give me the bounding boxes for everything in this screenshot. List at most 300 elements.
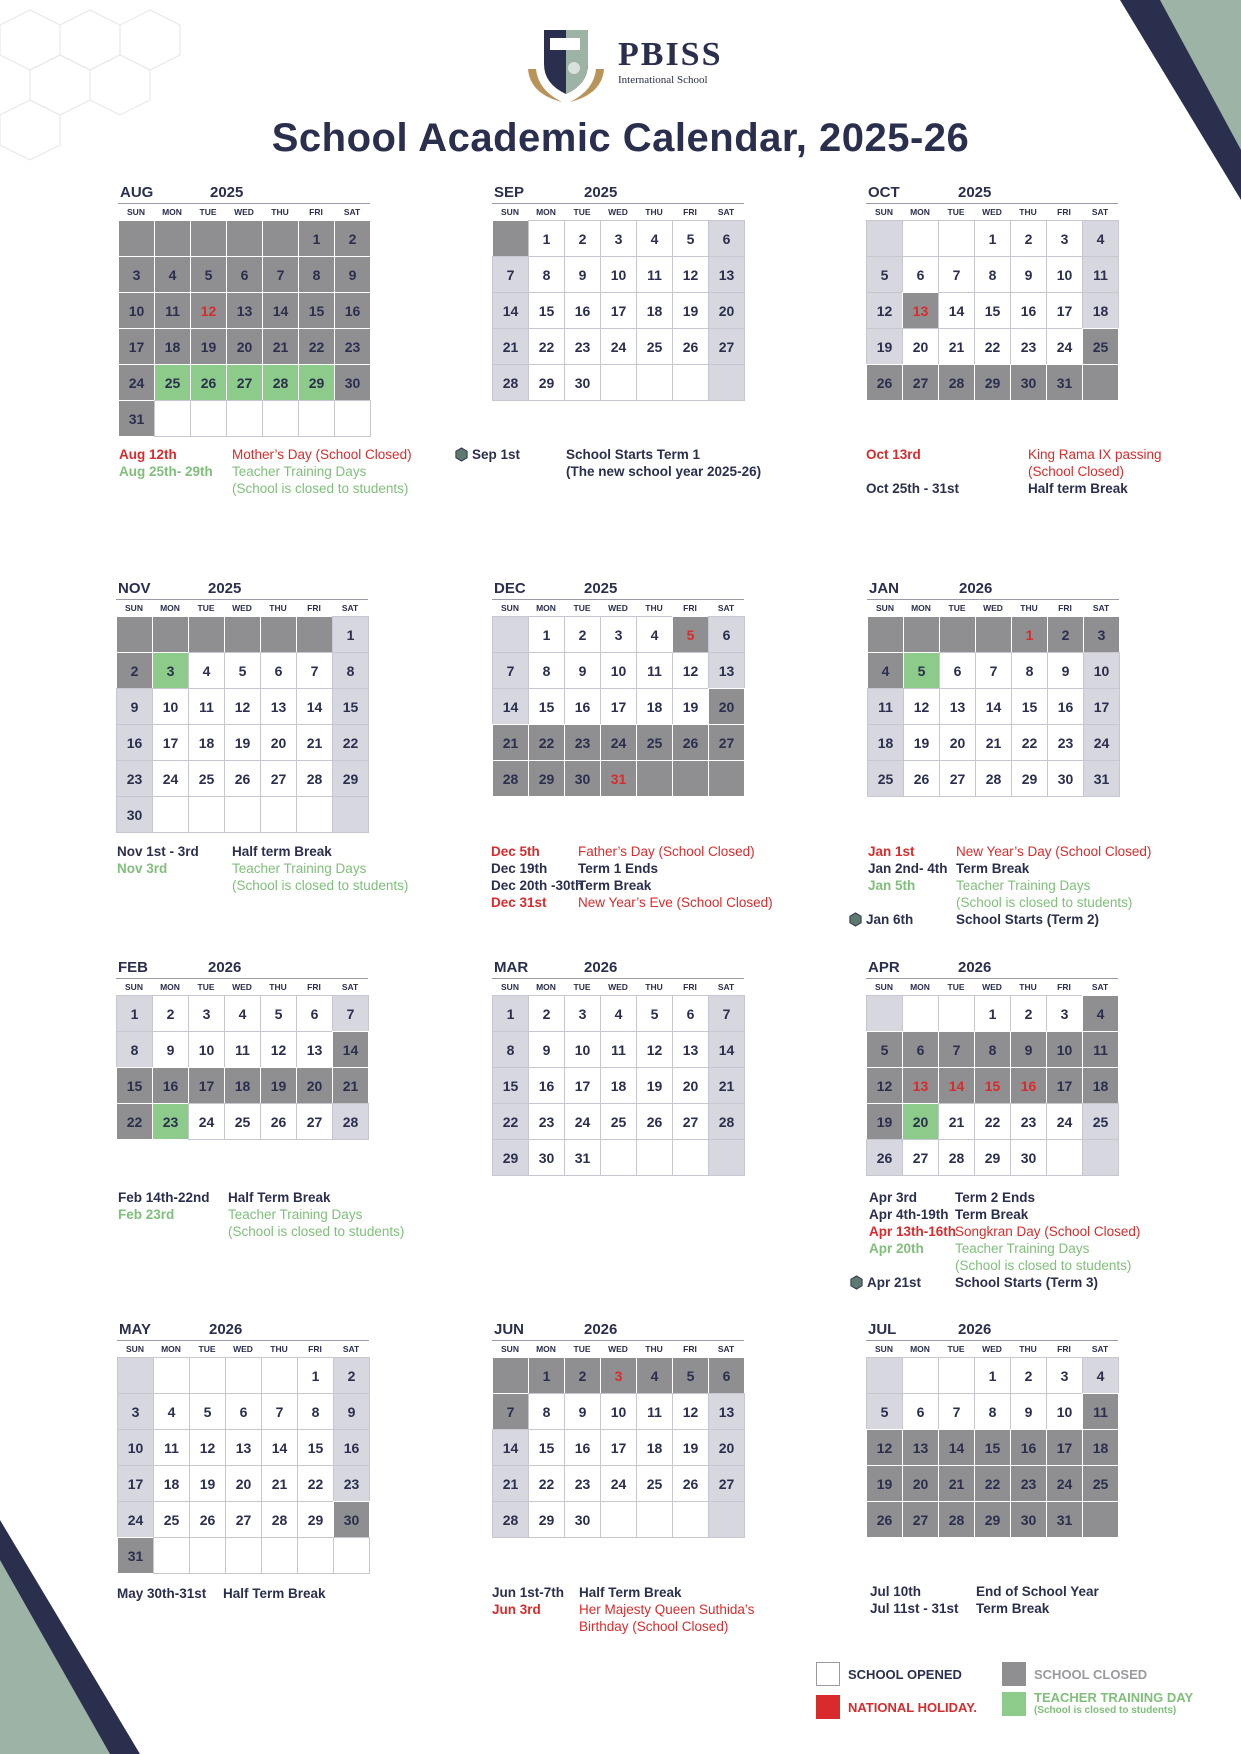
empty-day-cell xyxy=(938,995,975,1032)
day-cell: 12 xyxy=(903,688,940,725)
day-cell: 22 xyxy=(528,328,565,365)
day-cell: 17 xyxy=(600,292,637,329)
day-cell: 17 xyxy=(188,1067,225,1104)
day-cell: 2 xyxy=(564,616,601,653)
day-cell: 4 xyxy=(1082,220,1119,257)
day-cell: 28 xyxy=(708,1103,745,1140)
day-cell: 5 xyxy=(866,1393,903,1430)
day-cell: 24 xyxy=(600,1465,637,1502)
day-cell: 18 xyxy=(636,688,673,725)
empty-day-cell xyxy=(224,616,261,653)
day-cell: 24 xyxy=(152,760,189,797)
legend-closed xyxy=(1002,1662,1147,1686)
day-cell: 2 xyxy=(116,652,153,689)
day-cell: 29 xyxy=(528,364,565,401)
day-cell: 28 xyxy=(492,760,529,797)
day-cell: 27 xyxy=(902,1501,939,1538)
note-date: May 30th-31st xyxy=(117,1586,207,1601)
legend-opened xyxy=(816,1662,962,1686)
weekday-label: FRI xyxy=(307,603,321,613)
note-text: Half term Break xyxy=(1028,481,1128,496)
day-cell: 20 xyxy=(939,724,976,761)
day-cell: 23 xyxy=(1047,724,1084,761)
day-grid xyxy=(493,996,744,1176)
month-header xyxy=(866,956,1118,979)
day-cell: 27 xyxy=(708,724,745,761)
hexagon-bullet-icon xyxy=(848,912,863,927)
day-cell: 25 xyxy=(153,1501,190,1538)
weekday-label: WED xyxy=(232,603,252,613)
day-cell: 20 xyxy=(902,328,939,365)
empty-day-cell xyxy=(154,400,191,437)
empty-day-cell xyxy=(1082,1139,1119,1176)
day-cell: 28 xyxy=(262,364,299,401)
weekday-label: TUE xyxy=(573,1344,591,1354)
day-cell: 6 xyxy=(902,1031,939,1068)
day-cell: 20 xyxy=(708,292,745,329)
month-header xyxy=(866,181,1118,204)
month-year: 2025 xyxy=(584,580,618,597)
day-cell: 15 xyxy=(974,292,1011,329)
day-cell: 18 xyxy=(1082,1067,1119,1104)
month-year: 2025 xyxy=(208,580,242,597)
note-date: Dec 31st xyxy=(491,895,547,910)
empty-day-cell xyxy=(118,220,155,257)
day-cell: 13 xyxy=(296,1031,333,1068)
day-cell: 31 xyxy=(600,760,637,797)
legend-swatch-closed xyxy=(1002,1662,1026,1686)
weekday-label: WED xyxy=(233,1344,253,1354)
empty-day-cell xyxy=(224,796,261,833)
month-name: SEP xyxy=(494,184,525,201)
day-cell: 5 xyxy=(190,256,227,293)
day-cell: 27 xyxy=(902,1139,939,1176)
note-text: Half Term Break xyxy=(223,1586,326,1601)
day-cell: 7 xyxy=(296,652,333,689)
page-title: School Academic Calendar, 2025-26 xyxy=(271,116,970,160)
day-cell: 24 xyxy=(188,1103,225,1140)
weekday-label: MON xyxy=(910,982,930,992)
month-name: MAR xyxy=(494,959,529,976)
day-cell: 25 xyxy=(636,328,673,365)
day-grid xyxy=(119,221,370,437)
month-year: 2026 xyxy=(959,580,993,597)
weekday-label: SUN xyxy=(125,982,143,992)
day-cell: 8 xyxy=(116,1031,153,1068)
calendar-feb xyxy=(116,956,368,1140)
empty-day-cell xyxy=(975,616,1012,653)
day-cell: 4 xyxy=(188,652,225,689)
note-text: Teacher Training Days xyxy=(228,1207,363,1222)
day-cell: 3 xyxy=(600,1357,637,1394)
month-header xyxy=(867,577,1119,600)
day-cell: 19 xyxy=(636,1067,673,1104)
day-cell: 2 xyxy=(1010,995,1047,1032)
day-cell: 9 xyxy=(116,688,153,725)
day-cell: 21 xyxy=(938,1103,975,1140)
day-cell: 4 xyxy=(867,652,904,689)
day-cell: 10 xyxy=(564,1031,601,1068)
day-cell: 23 xyxy=(334,328,371,365)
day-cell: 16 xyxy=(334,292,371,329)
weekday-label: MON xyxy=(536,603,556,613)
day-cell: 23 xyxy=(1010,1465,1047,1502)
day-cell: 28 xyxy=(492,1501,529,1538)
day-cell: 19 xyxy=(672,292,709,329)
empty-day-cell xyxy=(332,796,369,833)
day-cell: 17 xyxy=(152,724,189,761)
day-cell: 16 xyxy=(333,1429,370,1466)
day-cell: 13 xyxy=(226,292,263,329)
day-cell: 21 xyxy=(261,1465,298,1502)
weekday-label: THU xyxy=(1019,207,1037,217)
empty-day-cell xyxy=(188,616,225,653)
day-cell: 3 xyxy=(600,220,637,257)
day-cell: 11 xyxy=(188,688,225,725)
day-cell: 6 xyxy=(672,995,709,1032)
calendar-dec xyxy=(492,577,744,797)
day-cell: 7 xyxy=(492,256,529,293)
day-cell: 9 xyxy=(1010,1031,1047,1068)
day-cell: 22 xyxy=(974,1103,1011,1140)
day-grid xyxy=(867,1358,1118,1538)
note-text: King Rama IX passing xyxy=(1028,447,1162,462)
day-cell: 5 xyxy=(672,1357,709,1394)
empty-day-cell xyxy=(333,1537,370,1574)
day-cell: 27 xyxy=(672,1103,709,1140)
day-cell: 31 xyxy=(564,1139,601,1176)
weekday-label: WED xyxy=(608,207,628,217)
day-cell: 9 xyxy=(564,652,601,689)
weekday-label: TUE xyxy=(573,982,591,992)
brand-subtitle: International School xyxy=(618,74,708,86)
empty-day-cell xyxy=(492,220,529,257)
day-cell: 3 xyxy=(1083,616,1120,653)
calendar-oct xyxy=(866,181,1118,401)
weekday-label: THU xyxy=(645,1344,663,1354)
month-name: JUN xyxy=(494,1321,525,1338)
day-cell: 11 xyxy=(154,292,191,329)
day-cell: 16 xyxy=(528,1067,565,1104)
empty-day-cell xyxy=(708,760,745,797)
day-cell: 28 xyxy=(296,760,333,797)
day-cell: 26 xyxy=(866,1501,903,1538)
weekday-label: WED xyxy=(608,982,628,992)
day-cell: 15 xyxy=(528,1429,565,1466)
month-name: MAY xyxy=(119,1321,151,1338)
note-date: Jul 11st - 31st xyxy=(870,1601,959,1616)
day-cell: 20 xyxy=(708,688,745,725)
empty-day-cell xyxy=(902,1357,939,1394)
day-cell: 5 xyxy=(636,995,673,1032)
empty-day-cell xyxy=(636,1139,673,1176)
day-cell: 2 xyxy=(152,995,189,1032)
empty-day-cell xyxy=(262,220,299,257)
empty-day-cell xyxy=(153,1357,190,1394)
day-cell: 17 xyxy=(1046,1067,1083,1104)
day-cell: 13 xyxy=(939,688,976,725)
note-text: Teacher Training Days xyxy=(232,861,367,876)
calendar-nov xyxy=(116,577,368,833)
note-text: New Year’s Day (School Closed) xyxy=(956,844,1152,859)
empty-day-cell xyxy=(1082,364,1119,401)
day-cell: 29 xyxy=(298,364,335,401)
day-cell: 26 xyxy=(672,1465,709,1502)
day-cell: 6 xyxy=(226,256,263,293)
day-cell: 12 xyxy=(866,1067,903,1104)
legend-swatch-holiday xyxy=(816,1695,840,1719)
day-cell: 3 xyxy=(1046,220,1083,257)
hexagon-pattern-decoration xyxy=(0,0,240,200)
month-year: 2026 xyxy=(958,959,992,976)
day-grid xyxy=(868,617,1119,797)
month-name: NOV xyxy=(118,580,151,597)
weekday-header-row xyxy=(116,979,368,995)
day-cell: 9 xyxy=(528,1031,565,1068)
day-cell: 2 xyxy=(334,220,371,257)
day-cell: 22 xyxy=(116,1103,153,1140)
day-cell: 8 xyxy=(974,1393,1011,1430)
note-date: Oct 13rd xyxy=(866,447,921,462)
note-text: (School is closed to students) xyxy=(228,1224,405,1239)
day-cell: 8 xyxy=(332,652,369,689)
day-cell: 16 xyxy=(1010,292,1047,329)
empty-day-cell xyxy=(600,1501,637,1538)
day-cell: 29 xyxy=(974,1501,1011,1538)
day-cell: 11 xyxy=(224,1031,261,1068)
weekday-label: TUE xyxy=(197,982,215,992)
weekday-header-row xyxy=(866,204,1118,220)
day-cell: 18 xyxy=(224,1067,261,1104)
day-cell: 3 xyxy=(1046,995,1083,1032)
day-cell: 7 xyxy=(261,1393,298,1430)
month-header xyxy=(492,577,744,600)
day-cell: 23 xyxy=(333,1465,370,1502)
month-header xyxy=(492,956,744,979)
day-cell: 7 xyxy=(262,256,299,293)
day-cell: 25 xyxy=(600,1103,637,1140)
day-cell: 9 xyxy=(564,1393,601,1430)
day-cell: 22 xyxy=(492,1103,529,1140)
weekday-label: SAT xyxy=(717,1344,735,1354)
day-cell: 24 xyxy=(1083,724,1120,761)
empty-day-cell xyxy=(260,616,297,653)
day-cell: 2 xyxy=(528,995,565,1032)
day-cell: 17 xyxy=(600,1429,637,1466)
weekday-header-row xyxy=(117,1341,369,1357)
day-cell: 21 xyxy=(262,328,299,365)
hexagon-bullet-icon xyxy=(849,1275,864,1290)
day-cell: 21 xyxy=(708,1067,745,1104)
weekday-label: SUN xyxy=(875,982,893,992)
month-header xyxy=(117,1318,369,1341)
calendar-apr xyxy=(866,956,1118,1176)
weekday-label: TUE xyxy=(197,603,215,613)
day-cell: 12 xyxy=(866,292,903,329)
weekday-label: SUN xyxy=(125,603,143,613)
note-date: Jan 2nd- 4th xyxy=(868,861,948,876)
month-year: 2025 xyxy=(958,184,992,201)
day-cell: 4 xyxy=(636,220,673,257)
day-cell: 5 xyxy=(866,256,903,293)
note-text: Term Break xyxy=(955,1207,1029,1222)
day-cell: 15 xyxy=(298,292,335,329)
note-text: Half term Break xyxy=(232,844,332,859)
day-cell: 22 xyxy=(1011,724,1048,761)
empty-day-cell xyxy=(866,220,903,257)
weekday-label: FRI xyxy=(307,982,321,992)
weekday-label: THU xyxy=(270,1344,288,1354)
day-cell: 30 xyxy=(1047,760,1084,797)
day-cell: 24 xyxy=(1046,328,1083,365)
empty-day-cell xyxy=(154,220,191,257)
day-cell: 17 xyxy=(1046,292,1083,329)
day-cell: 6 xyxy=(225,1393,262,1430)
day-cell: 7 xyxy=(492,1393,529,1430)
day-cell: 3 xyxy=(600,616,637,653)
weekday-label: SUN xyxy=(126,1344,144,1354)
weekday-header-row xyxy=(867,600,1119,616)
day-cell: 8 xyxy=(974,1031,1011,1068)
day-cell: 25 xyxy=(1082,1465,1119,1502)
day-cell: 15 xyxy=(492,1067,529,1104)
weekday-header-row xyxy=(866,1341,1118,1357)
day-cell: 27 xyxy=(225,1501,262,1538)
day-cell: 15 xyxy=(528,688,565,725)
weekday-label: THU xyxy=(1020,603,1038,613)
day-cell: 23 xyxy=(152,1103,189,1140)
day-cell: 31 xyxy=(118,400,155,437)
empty-day-cell xyxy=(152,796,189,833)
day-cell: 6 xyxy=(296,995,333,1032)
day-cell: 10 xyxy=(152,688,189,725)
weekday-label: FRI xyxy=(1058,603,1072,613)
day-cell: 12 xyxy=(672,652,709,689)
day-cell: 13 xyxy=(902,1429,939,1466)
day-cell: 31 xyxy=(1046,364,1083,401)
calendar-sep xyxy=(492,181,744,401)
note-text: (School is closed to students) xyxy=(232,481,409,496)
day-cell: 1 xyxy=(528,220,565,257)
day-cell: 18 xyxy=(636,292,673,329)
day-cell: 14 xyxy=(938,1429,975,1466)
month-header xyxy=(116,956,368,979)
empty-day-cell xyxy=(296,616,333,653)
weekday-label: TUE xyxy=(947,1344,965,1354)
day-cell: 28 xyxy=(261,1501,298,1538)
month-name: APR xyxy=(868,959,900,976)
month-year: 2026 xyxy=(584,959,618,976)
day-cell: 18 xyxy=(1082,1429,1119,1466)
day-cell: 10 xyxy=(600,256,637,293)
empty-day-cell xyxy=(1082,1501,1119,1538)
day-cell: 27 xyxy=(939,760,976,797)
day-cell: 8 xyxy=(297,1393,334,1430)
day-cell: 24 xyxy=(600,328,637,365)
day-cell: 31 xyxy=(1046,1501,1083,1538)
school-logo xyxy=(518,24,728,104)
day-cell: 26 xyxy=(636,1103,673,1140)
day-cell: 22 xyxy=(297,1465,334,1502)
day-cell: 20 xyxy=(708,1429,745,1466)
day-grid xyxy=(493,221,744,401)
day-cell: 20 xyxy=(902,1465,939,1502)
note-date: Jan 6th xyxy=(848,911,913,928)
day-cell: 7 xyxy=(492,652,529,689)
day-cell: 10 xyxy=(600,1393,637,1430)
empty-day-cell xyxy=(938,1357,975,1394)
month-year: 2025 xyxy=(210,184,244,201)
empty-day-cell xyxy=(708,1139,745,1176)
day-cell: 1 xyxy=(528,1357,565,1394)
empty-day-cell xyxy=(902,220,939,257)
note-date: Apr 21st xyxy=(849,1274,921,1291)
legend-label-training: TEACHER TRAINING DAY xyxy=(1034,1690,1194,1705)
note-text: End of School Year xyxy=(976,1584,1099,1599)
day-cell: 29 xyxy=(297,1501,334,1538)
weekday-label: FRI xyxy=(309,207,323,217)
note-date: Dec 20th -30th xyxy=(491,878,584,893)
day-cell: 25 xyxy=(867,760,904,797)
weekday-label: FRI xyxy=(683,982,697,992)
weekday-label: SAT xyxy=(341,982,359,992)
day-cell: 24 xyxy=(117,1501,154,1538)
day-cell: 25 xyxy=(1082,328,1119,365)
legend-label-closed: SCHOOL CLOSED xyxy=(1034,1666,1148,1682)
day-cell: 8 xyxy=(528,1393,565,1430)
day-cell: 1 xyxy=(528,616,565,653)
day-cell: 13 xyxy=(708,256,745,293)
day-cell: 11 xyxy=(867,688,904,725)
note-text: Teacher Training Days xyxy=(232,464,367,479)
weekday-label: THU xyxy=(271,207,289,217)
day-cell: 25 xyxy=(636,724,673,761)
weekday-header-row xyxy=(866,979,1118,995)
weekday-label: FRI xyxy=(1057,982,1071,992)
day-cell: 20 xyxy=(260,724,297,761)
day-cell: 19 xyxy=(190,328,227,365)
day-cell: 1 xyxy=(298,220,335,257)
weekday-label: TUE xyxy=(198,1344,216,1354)
weekday-label: SAT xyxy=(1091,982,1109,992)
note-text: (School is closed to students) xyxy=(956,895,1133,910)
day-cell: 16 xyxy=(1047,688,1084,725)
weekday-label: TUE xyxy=(947,207,965,217)
day-cell: 18 xyxy=(154,328,191,365)
day-cell: 19 xyxy=(260,1067,297,1104)
day-cell: 20 xyxy=(225,1465,262,1502)
day-cell: 16 xyxy=(116,724,153,761)
weekday-label: THU xyxy=(1019,1344,1037,1354)
weekday-label: SUN xyxy=(127,207,145,217)
month-year: 2025 xyxy=(584,184,618,201)
weekday-label: SAT xyxy=(1091,207,1109,217)
weekday-label: MON xyxy=(162,207,182,217)
note-text: Term 2 Ends xyxy=(955,1190,1036,1205)
day-cell: 5 xyxy=(260,995,297,1032)
day-cell: 21 xyxy=(492,328,529,365)
crest-icon xyxy=(518,24,614,104)
day-cell: 8 xyxy=(1011,652,1048,689)
weekday-label: MON xyxy=(911,603,931,613)
day-cell: 13 xyxy=(902,292,939,329)
day-cell: 2 xyxy=(1010,1357,1047,1394)
weekday-label: MON xyxy=(161,1344,181,1354)
day-cell: 13 xyxy=(672,1031,709,1068)
legend-training xyxy=(1002,1690,1193,1716)
day-cell: 4 xyxy=(636,616,673,653)
day-cell: 20 xyxy=(226,328,263,365)
